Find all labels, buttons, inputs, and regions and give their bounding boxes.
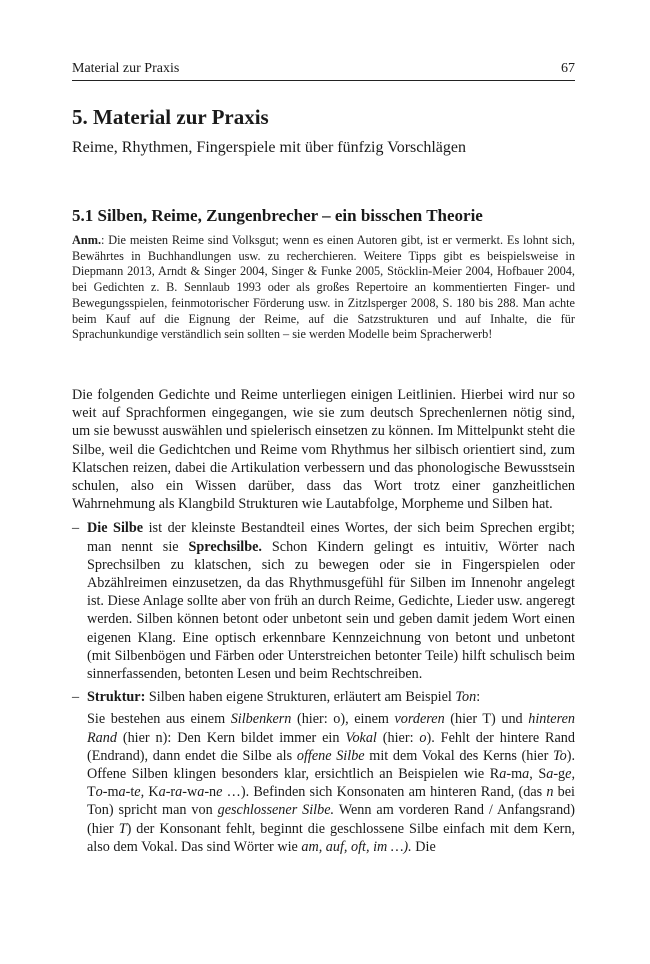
term-italic: a [197, 784, 205, 801]
page-number: 67 [561, 61, 575, 76]
text-segment: …). Befinden sich Konsonaten am hinteren Rand, (das [222, 784, 547, 801]
text-segment: (hier n): Den Kern bildet immer ein [116, 729, 346, 746]
term-italic: hinteren Rand [87, 711, 575, 746]
term-italic: a [175, 784, 183, 801]
text-segment: Silben haben eigene Strukturen, erläutert am Beispiel [145, 689, 456, 706]
header-rule [72, 80, 575, 81]
term-italic: a [499, 766, 507, 783]
text-segment: (hier: o), einem [291, 711, 395, 728]
term-italic: T [118, 820, 127, 837]
text-segment: -t [125, 784, 135, 801]
running-header [72, 60, 575, 78]
dash-list [72, 519, 575, 856]
silbe-paragraph [87, 519, 575, 683]
term-struktur: Struktur: [87, 689, 146, 706]
note-label: Anm. [72, 233, 102, 247]
term-italic: Vokal [345, 729, 377, 746]
term-italic: geschlossener Silbe. [217, 802, 335, 819]
text-segment: Die [411, 838, 436, 855]
term-italic: Silbenkern [230, 711, 292, 728]
term-italic: e [216, 784, 223, 801]
example-word: Ton [455, 689, 477, 706]
term-italic: o [95, 784, 103, 801]
text-segment: -m [102, 784, 119, 801]
term-italic: n [546, 784, 554, 801]
text-segment: Schon Kindern gelingt es intuitiv, Wörter nach Sprechsilben zu klatschen, sich zu bewegen oder sie in Fingerspielen oder Abzählreimen einzusetzen, da das Rhythmusgefühl für Silben im Innenohr angelegt ist. Diese Anlage sollte aber von früh an durch Reime, Gedichte, Lieder usw. angeregt werden. Silben können betont oder unbetont sein und geben damit jedem Wort einen eigenen Klang. Eine optisch erkennbare Kennzeichnung von betont und unbetont (mit Silbenbögen und Färben oder Unterstreichen betonter Teile) hilft schulisch beim sinnerfassenden, betonten Lesen und beim Rechtschreiben. [87, 538, 575, 683]
text-segment: -m [506, 766, 523, 783]
text-segment: , S [529, 766, 547, 783]
text-segment: K [144, 784, 159, 801]
term-sprechsilbe: Sprechsilbe. [188, 538, 262, 555]
text-segment: -g [553, 766, 566, 783]
author-note [72, 233, 575, 343]
text-segment: -r [165, 784, 176, 801]
text-segment: Wenn am vorderen Rand / Anfangsrand) (hier [87, 802, 575, 837]
term-italic: To [553, 747, 567, 764]
text-segment: ). Offene Silben klingen besonders klar, ersichtlich an Beispielen wie R [87, 747, 575, 783]
term-italic: a [118, 784, 126, 801]
text-segment: ) der Konsonant fehlt, beginnt die geschlossene Silbe einfach mit dem Kern, also dem Vokal. Das sind Wörter wie [87, 820, 575, 855]
term-italic: offene Silbe [296, 747, 365, 764]
term-italic: a [546, 766, 554, 783]
term-italic: e, [134, 784, 145, 801]
main-text [72, 386, 575, 861]
text-segment: ). Fehlt der hintere Rand (Endrand), dann endet die Silbe als [87, 729, 575, 764]
text-segment: Sie bestehen aus einem [87, 711, 231, 728]
struktur-paragraph [87, 710, 575, 856]
term-italic: am, auf, oft, im …). [301, 838, 412, 855]
term-italic: e [565, 766, 572, 783]
text-segment: mit dem Vokal des Kerns (hier [364, 747, 554, 764]
section-title: 5.1 Silben, Reime, Zungenbrecher – ein bisschen Theorie [72, 206, 483, 225]
term-italic: a [522, 766, 530, 783]
running-title: Material zur Praxis [72, 61, 180, 76]
text-segment: -w [182, 784, 198, 801]
list-dash: – [72, 520, 80, 537]
text-segment: : [476, 689, 481, 706]
chapter-title: 5. Material zur Praxis [72, 105, 269, 129]
struktur-lead [87, 688, 575, 706]
term-italic: a [158, 784, 166, 801]
note-text: : Die meisten Reime sind Volksgut; wenn es einen Autoren gibt, ist er vermerkt. Es lohnt sich, Bewährtes in Buchhandlungen usw. zu recherchieren. Weitere Tipps gibt es beispielsweise in Diepmann 2013, Arndt & Singer 2004, Singer & Funke 2005, Stöcklin-Meier 2004, Hofbauer 2004, bei Gedichten z. B. Sennlaub 1993 oder als großes Repertoire an kommentierten Finger- und Bewegungsspielen, feinmotorischer Förderung usw. in Zitzlsperger 2008, S. 180 bis 288. Man achte beim Kauf auf die Eignung der Reime, auf die Satzstrukturen und auf Inhalte, die für Sprachunkundige verständlich sein sollten – sie werden Modelle beim Spracherwerb! [72, 233, 575, 342]
list-item-silbe [72, 519, 575, 683]
text-segment: -n [204, 784, 217, 801]
term-italic: o [419, 729, 427, 746]
text-segment: ist der kleinste Bestandteil eines Wortes, der sich beim Sprechen ergibt; man nennt sie [87, 520, 576, 555]
intro-paragraph: Die folgenden Gedichte und Reime unterliegen einigen Leitlinien. Hierbei wird nur so weit auf Sprachformen eingegangen, wie sie zum deutsch Sprechenlernen nötig sind, um sie bewusst auswählen und spielerisch einsetzen zu können. Im Mittelpunkt steht die Silbe, weil die Gedichtchen und Reime vom Rhythmus her silbisch orientiert sind, zum Klatschen reizen, dabei die Artikulation verbessern und das phonologische Bewusstsein schulen, also ein Wissen darüber, dass das Wort trotz einer ganzheitlichen Wahrnehmung als Klangbild Strukturen wie Lautabfolge, Morpheme und Silben hat. [72, 387, 575, 513]
text-segment: , T [87, 766, 576, 801]
list-item-struktur [72, 688, 575, 856]
term-italic: vorderen [394, 711, 445, 728]
list-dash: – [72, 689, 80, 706]
text-segment: bei Ton) spricht man von [87, 784, 575, 819]
text-segment: (hier T) und [444, 711, 529, 728]
text-segment: (hier: [376, 729, 420, 746]
chapter-subtitle: Reime, Rhythmen, Fingerspiele mit über fünfzig Vorschlägen [72, 139, 466, 156]
term-silbe: Die Silbe [87, 520, 144, 537]
